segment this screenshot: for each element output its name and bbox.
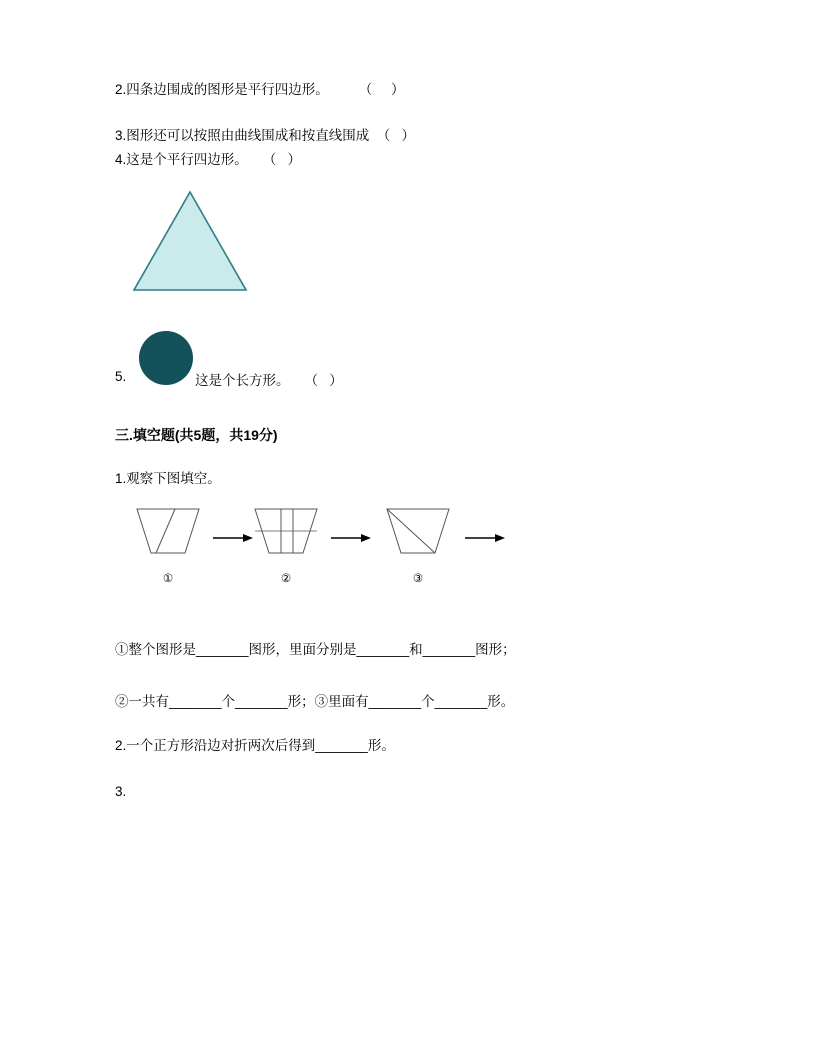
figure-shape-1 (133, 505, 203, 565)
question-4: 4.这是个平行四边形。 （ ） (115, 152, 302, 167)
shapes-figure-row (133, 505, 715, 605)
circle-shape-icon (139, 331, 193, 385)
question-5-number: 5. (115, 369, 127, 384)
triangle-figure (125, 188, 715, 303)
question-2: 2.四条边围成的图形是平行四边形。 （ ） (115, 82, 405, 97)
arrow-icon-1 (211, 531, 255, 550)
figure-label-2: ② (280, 573, 292, 585)
question-3: 3.图形还可以按照由曲线围成和按直线围成 （ ） (115, 128, 416, 143)
figure-label-3: ③ (412, 573, 424, 585)
arrow-icon-3 (463, 531, 507, 550)
question-5-row (115, 325, 715, 405)
fill-blank-line-4: 3. (115, 784, 127, 799)
fill-blank-line-2: ②一共有_______个_______形；③里面有_______个_______形。 (115, 694, 515, 709)
section-title: 三.填空题(共5题，共19分) (115, 427, 278, 443)
fill-blank-line-3: 2.一个正方形沿边对折两次后得到_______形。 (115, 738, 395, 753)
arrow-icon-2 (329, 531, 373, 550)
fill-question-1-prompt: 1.观察下图填空。 (115, 471, 221, 486)
question-5-text: 这是个长方形。 （ ） (195, 373, 343, 388)
figure-shape-3 (383, 505, 453, 565)
figure-label-1: ① (162, 573, 174, 585)
document-content (115, 80, 715, 807)
fill-blank-line-1: ①整个图形是_______图形，里面分别是_______和_______图形； (115, 642, 516, 657)
figure-shape-2 (251, 505, 321, 565)
